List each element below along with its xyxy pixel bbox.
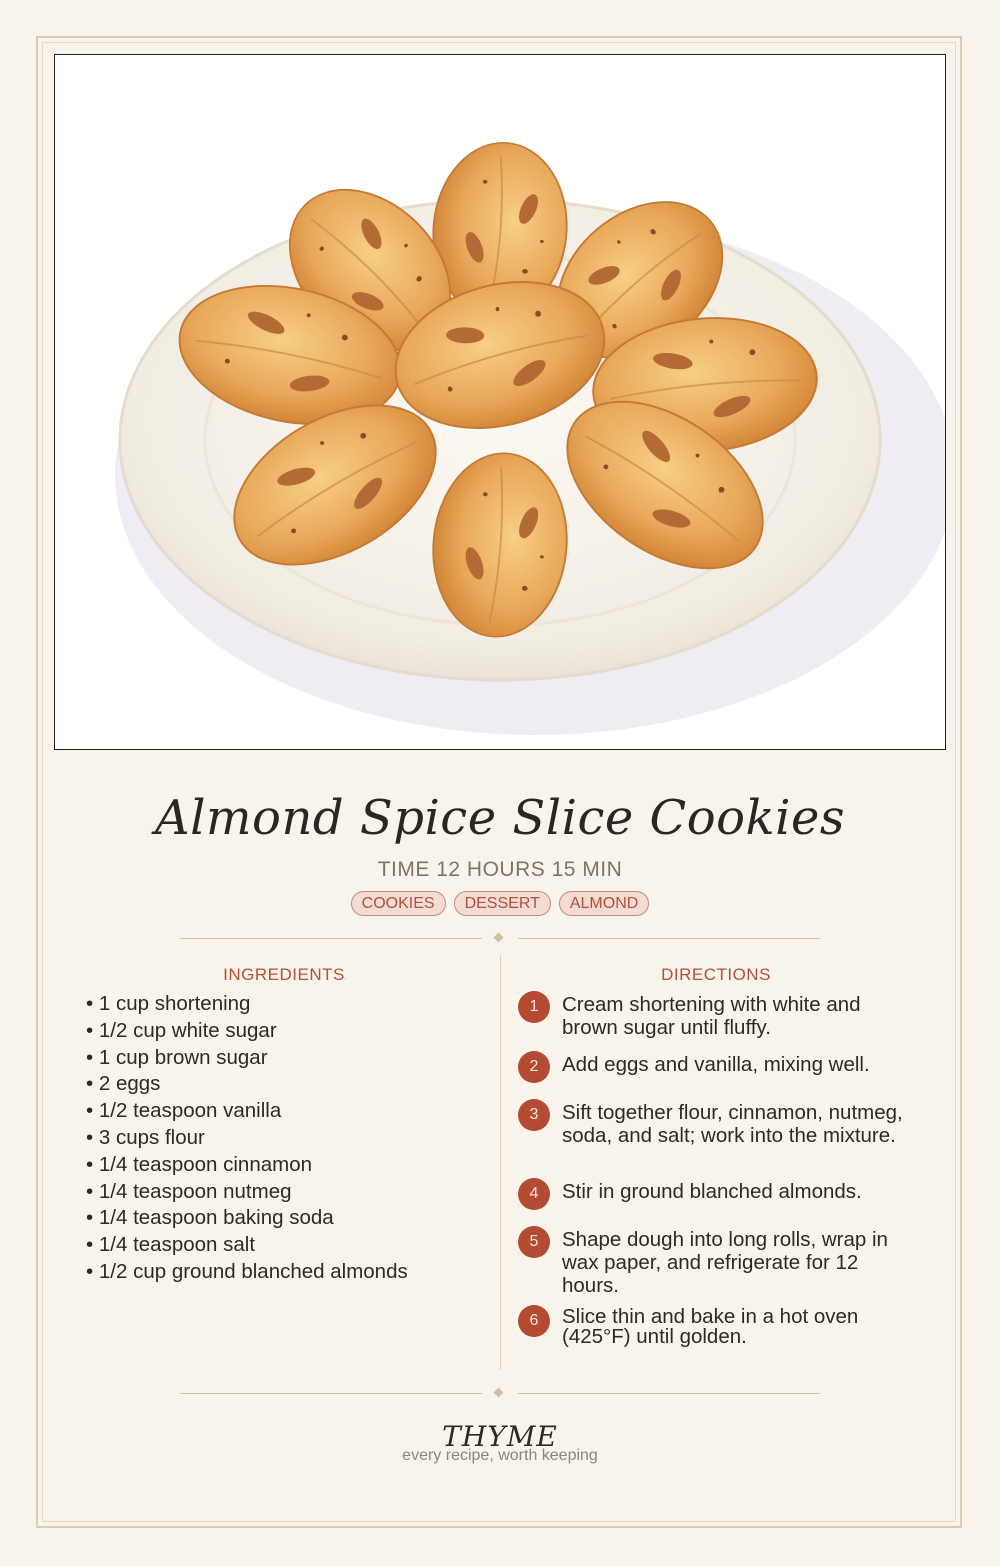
recipe-photo [54, 54, 946, 750]
tag-list [0, 891, 1000, 916]
step-number-badge: 6 [518, 1305, 550, 1337]
recipe-title: Almond Spice Slice Cookies [155, 790, 845, 846]
ingredient-item: • 2 eggs [86, 1072, 161, 1096]
ingredient-item: • 3 cups flour [86, 1125, 205, 1149]
ingredient-item: • 1/4 teaspoon nutmeg [86, 1179, 292, 1203]
brand-tagline: every recipe, worth keeping [402, 1447, 598, 1464]
step-text: Stir in ground blanched almonds. [562, 1180, 862, 1203]
ingredient-item: • 1/4 teaspoon salt [86, 1233, 256, 1257]
ingredient-item: • 1/2 teaspoon vanilla [86, 1099, 282, 1123]
ingredients-list [86, 991, 408, 1286]
column-divider [500, 955, 501, 1370]
tag-dessert[interactable]: DESSERT [454, 891, 551, 916]
tag-cookies[interactable]: COOKIES [351, 891, 446, 916]
step-number-badge: 5 [518, 1226, 550, 1258]
step-number-badge: 1 [518, 991, 550, 1023]
section-divider-bottom [180, 1387, 820, 1401]
ingredient-item: • 1/2 cup ground blanched almonds [86, 1259, 408, 1283]
brand-logo: THYME [442, 1420, 558, 1453]
cookie-plate-illustration [55, 55, 945, 749]
ingredients-heading: INGREDIENTS [223, 965, 345, 984]
ingredient-item: • 1/4 teaspoon cinnamon [86, 1152, 313, 1176]
ingredient-item: • 1/4 teaspoon baking soda [86, 1206, 334, 1230]
directions-heading: DIRECTIONS [661, 965, 771, 984]
recipe-time: TIME 12 HOURS 15 MIN [377, 858, 623, 881]
ingredient-item: • 1/2 cup white sugar [86, 1018, 277, 1042]
step-text: Cream shortening with white and brown sugar until fluffy. [562, 993, 861, 1039]
ingredient-item: • 1 cup brown sugar [86, 1045, 268, 1069]
step-number-badge: 4 [518, 1178, 550, 1210]
step-number-badge: 2 [518, 1051, 550, 1083]
step-text: Slice thin and bake in a hot oven (425°F) until golden. [562, 1305, 859, 1348]
ingredient-item: • 1 cup shortening [86, 992, 251, 1015]
step-number-badge: 3 [518, 1099, 550, 1131]
tag-almond[interactable]: ALMOND [559, 891, 649, 916]
section-divider-top [180, 932, 820, 946]
diamond-ornament-icon [494, 1388, 504, 1398]
step-text: Shape dough into long rolls, wrap in wax paper, and refrigerate for 12 hours. [562, 1228, 888, 1297]
step-text: Sift together flour, cinnamon, nutmeg, soda, and salt; work into the mixture. [562, 1101, 903, 1147]
diamond-ornament-icon [494, 933, 504, 943]
step-text: Add eggs and vanilla, mixing well. [562, 1053, 870, 1076]
